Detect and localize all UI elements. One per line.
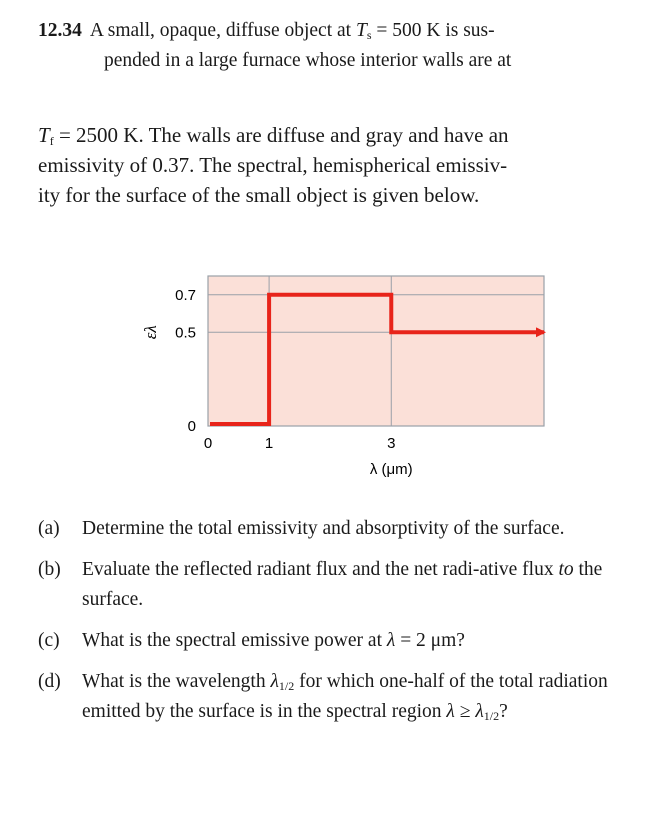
question-text-mid: for which one-half of the total radiation emitted by the surface is in the spectral region [82, 671, 608, 722]
problem-statement-header [38, 16, 638, 76]
question-text: What is the wavelength [82, 671, 271, 692]
question-a [38, 514, 638, 544]
question-d [38, 667, 638, 727]
ts-symbol: T [355, 20, 367, 41]
question-text-end: ? [499, 701, 508, 722]
y-tick-label: 0 [187, 418, 196, 435]
x-tick-labels [204, 435, 396, 452]
question-c [38, 626, 638, 656]
question-b [38, 555, 638, 615]
x-tick-label: 0 [203, 435, 213, 452]
question-label: (b) [38, 559, 61, 580]
paragraph-line-1: = 2500 K. The walls are diffuse and gray and have an [53, 123, 509, 147]
x-tick-label: 1 [264, 435, 274, 452]
tf-subscript: f [49, 134, 54, 148]
y-tick-label: 0.7 [175, 286, 196, 304]
ge-symbol: ≥ [454, 701, 476, 722]
question-list [38, 514, 638, 738]
paragraph-line-3: ity for the surface of the small object is given below. [38, 183, 480, 207]
plot-background [208, 276, 544, 426]
x-axis-label: λ (μm) [369, 461, 413, 478]
question-text-end: the surface. [82, 559, 603, 610]
lambda-symbol: λ [446, 701, 455, 722]
paragraph-line-2: emissivity of 0.37. The spectral, hemispherical emissiv- [38, 153, 508, 177]
question-label: (d) [38, 671, 61, 692]
y-tick-labels [175, 287, 196, 435]
question-label: (c) [38, 630, 60, 651]
problem-line-1: A small, opaque, diffuse object at [89, 20, 356, 41]
tf-symbol: T [38, 123, 50, 147]
question-text: Determine the total emissivity and absorptivity of the surface. [82, 518, 565, 539]
x-tick-label: 3 [387, 435, 396, 452]
question-text: What is the spectral emissive power at [82, 630, 387, 651]
lambda-symbol: λ [270, 671, 279, 692]
lambda-symbol: λ [386, 630, 396, 651]
emissivity-chart [140, 256, 560, 506]
problem-paragraph [38, 120, 638, 210]
ts-value: = 500 K is sus- [371, 20, 495, 41]
ts-subscript: s [366, 28, 372, 42]
y-axis-label: ελ [141, 325, 160, 340]
lambda-symbol: λ [475, 701, 484, 722]
question-text-end: = 2 μm? [395, 630, 465, 651]
question-label: (a) [38, 518, 60, 539]
problem-number: 12.34 [38, 20, 82, 41]
question-emphasis: to [558, 559, 574, 580]
y-tick-label: 0.5 [175, 324, 196, 342]
lambda-subscript: 1/2 [483, 709, 500, 723]
question-text: Evaluate the reflected radiant flux and the net radi-ative flux [82, 559, 559, 580]
problem-line-2: pended in a large furnace whose interior walls are at [104, 50, 512, 71]
lambda-subscript: 1/2 [278, 679, 295, 693]
